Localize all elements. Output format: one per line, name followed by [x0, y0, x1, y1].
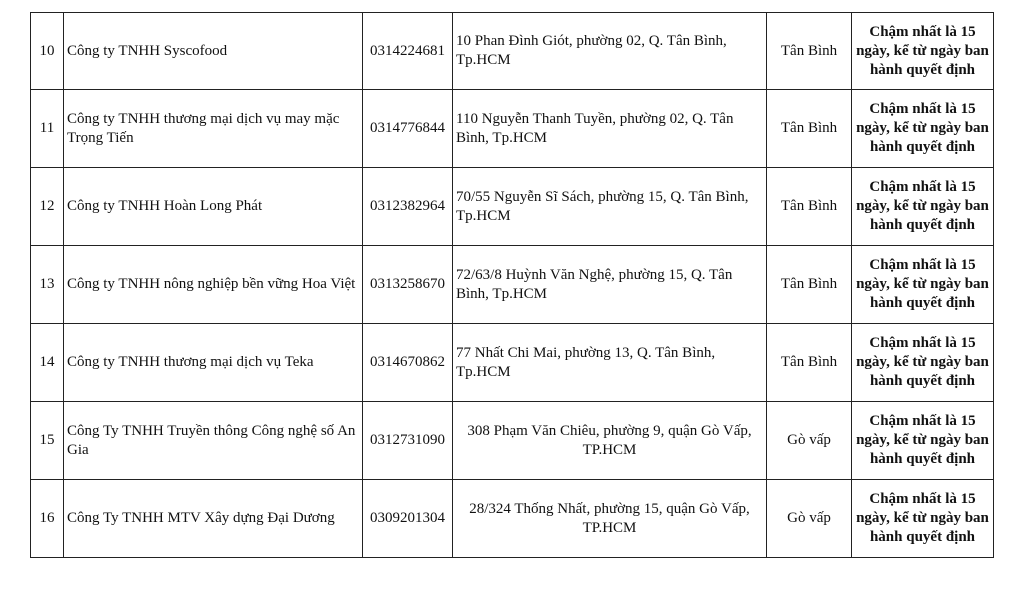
deadline: Chậm nhất là 15 ngày, kể từ ngày ban hành quyết định: [852, 168, 994, 246]
address: 77 Nhất Chi Mai, phường 13, Q. Tân Bình, Tp.HCM: [453, 324, 767, 402]
table-row: [31, 246, 994, 324]
row-number: 10: [31, 13, 64, 90]
deadline: Chậm nhất là 15 ngày, kể từ ngày ban hành quyết định: [852, 246, 994, 324]
district: Tân Bình: [767, 13, 852, 90]
district: Gò vấp: [767, 480, 852, 558]
district: Tân Bình: [767, 90, 852, 168]
company-table: [30, 12, 994, 558]
address: 28/324 Thống Nhất, phường 15, quận Gò Vấp, TP.HCM: [453, 480, 767, 558]
tax-code: 0313258670: [363, 246, 453, 324]
district: Tân Bình: [767, 246, 852, 324]
company-name: Công Ty TNHH MTV Xây dựng Đại Dương: [64, 480, 363, 558]
table-row: [31, 324, 994, 402]
company-name: Công ty TNHH nông nghiệp bền vững Hoa Việt: [64, 246, 363, 324]
company-name: Công ty TNHH Hoàn Long Phát: [64, 168, 363, 246]
tax-code: 0312382964: [363, 168, 453, 246]
deadline: Chậm nhất là 15 ngày, kể từ ngày ban hành quyết định: [852, 324, 994, 402]
tax-code: 0314670862: [363, 324, 453, 402]
district: Tân Bình: [767, 168, 852, 246]
row-number: 13: [31, 246, 64, 324]
table-row: [31, 13, 994, 90]
address: 110 Nguyễn Thanh Tuyền, phường 02, Q. Tân Bình, Tp.HCM: [453, 90, 767, 168]
address: 70/55 Nguyễn Sĩ Sách, phường 15, Q. Tân Bình, Tp.HCM: [453, 168, 767, 246]
district: Gò vấp: [767, 402, 852, 480]
row-number: 16: [31, 480, 64, 558]
table-row: [31, 480, 994, 558]
district: Tân Bình: [767, 324, 852, 402]
table-row: [31, 90, 994, 168]
tax-code: 0314776844: [363, 90, 453, 168]
address: 72/63/8 Huỳnh Văn Nghệ, phường 15, Q. Tân Bình, Tp.HCM: [453, 246, 767, 324]
address: 10 Phan Đình Giót, phường 02, Q. Tân Bình, Tp.HCM: [453, 13, 767, 90]
row-number: 12: [31, 168, 64, 246]
deadline: Chậm nhất là 15 ngày, kể từ ngày ban hành quyết định: [852, 13, 994, 90]
deadline: Chậm nhất là 15 ngày, kể từ ngày ban hành quyết định: [852, 480, 994, 558]
company-name: Công ty TNHH Syscofood: [64, 13, 363, 90]
company-name: Công ty TNHH thương mại dịch vụ Teka: [64, 324, 363, 402]
tax-code: 0309201304: [363, 480, 453, 558]
tax-code: 0314224681: [363, 13, 453, 90]
row-number: 15: [31, 402, 64, 480]
row-number: 14: [31, 324, 64, 402]
company-name: Công Ty TNHH Truyền thông Công nghệ số An Gia: [64, 402, 363, 480]
deadline: Chậm nhất là 15 ngày, kể từ ngày ban hành quyết định: [852, 402, 994, 480]
deadline: Chậm nhất là 15 ngày, kể từ ngày ban hành quyết định: [852, 90, 994, 168]
table-row: [31, 402, 994, 480]
address: 308 Phạm Văn Chiêu, phường 9, quận Gò Vấp, TP.HCM: [453, 402, 767, 480]
table-row: [31, 168, 994, 246]
tax-code: 0312731090: [363, 402, 453, 480]
row-number: 11: [31, 90, 64, 168]
company-name: Công ty TNHH thương mại dịch vụ may mặc Trọng Tiến: [64, 90, 363, 168]
